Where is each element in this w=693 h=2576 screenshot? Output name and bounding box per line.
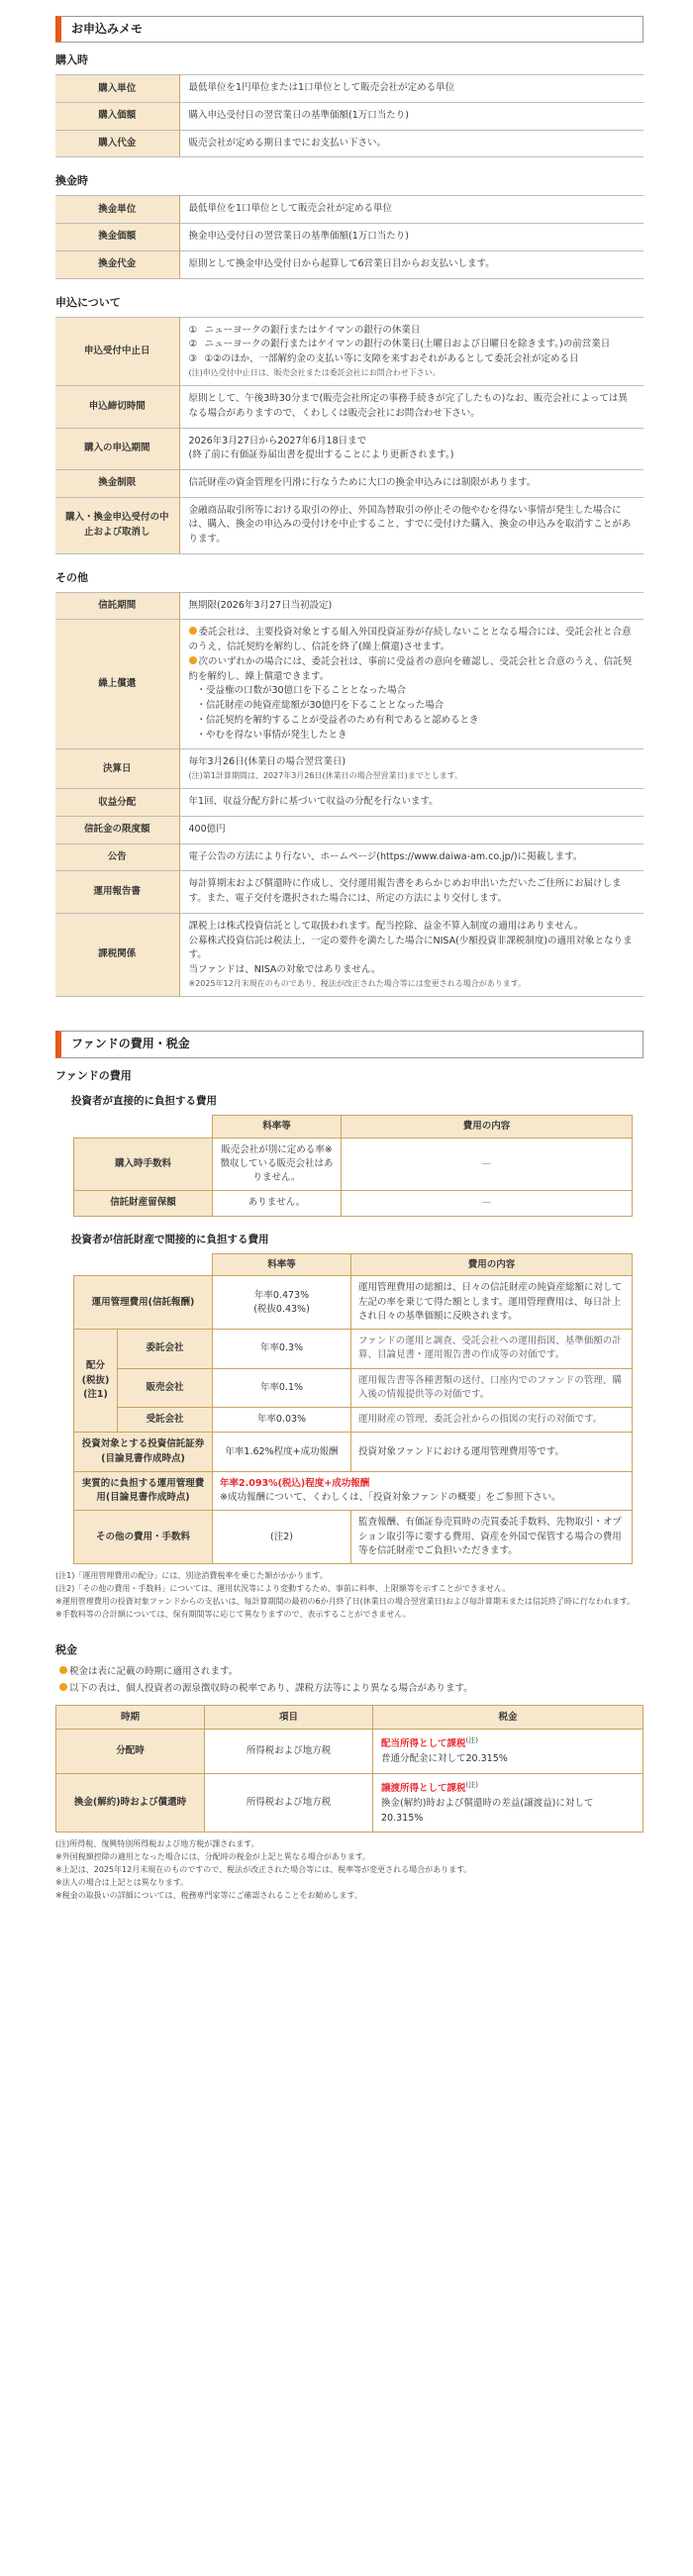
redemption-table	[55, 195, 644, 278]
fees-section-title: ファンドの費用・税金	[55, 1031, 644, 1057]
row-value: 毎年3月26日(休業日の場合翌営業日) (注)第1計算期間は、2027年3月26日(休業日の場合翌営業日)までとします。	[179, 749, 644, 789]
row-label: 購入価額	[55, 103, 179, 131]
table-row	[74, 1433, 633, 1472]
rate-cell: 年率1.62%程度+成功報酬	[213, 1433, 351, 1472]
row-label: 運用管理費用(信託報酬)	[74, 1276, 213, 1330]
row-value: 電子公告の方法により行ない、ホームページ(https://www.daiwa-am.co.jp/)に掲載します。	[179, 843, 644, 871]
table-row	[74, 1471, 633, 1511]
content-cell: 運用報告書等各種書類の送付、口座内でのファンドの管理、購入後の情報提供等の対価です。	[351, 1368, 633, 1408]
row-value: 金融商品取引所等における取引の停止、外国為替取引の停止その他やむを得ない事情が発生した場合には、購入、換金の申込みの受付けを中止すること、すでに受付けた購入、換金の申込みを取消すことがあります。	[179, 497, 644, 553]
content-cell: 投資対象ファンドにおける運用管理費用等です。	[351, 1433, 633, 1472]
column-header: 料率等	[213, 1253, 351, 1276]
memo-section-title: お申込みメモ	[55, 16, 644, 43]
row-value: 課税上は株式投資信託として取扱われます。配当控除、益金不算入制度の適用はありません。 公募株式投資信託は税法上、一定の要件を満たした場合にNISA(少額投資非課税制度)の適用対象となります。 当ファンドは、NISAの対象ではありません。 ※2025年12月末現在のものであり、税法が改正された場合等には変更される場合があります。	[179, 913, 644, 996]
table-row	[55, 386, 644, 428]
column-header: 費用の内容	[351, 1253, 633, 1276]
row-label: 配分(税抜)(注1)	[74, 1330, 118, 1433]
list-item: ③ ①②のほか、一部解約金の支払い等に支障を来すおそれがあるとして委託会社が定める日	[188, 352, 579, 364]
row-label: 購入・換金申込受付の中止および取消し	[55, 497, 179, 553]
tax-footnotes: (注)所得税、復興特別所得税および地方税が課されます。 ※外国税額控除の適用となった場合には、分配時の税金が上記と異なる場合があります。 ※上記は、2025年12月末現在のものですので、税法が改正された場合等には、税率等が変更される場合があります。 ※法人の場合は上記とは異なります。 ※税金の取扱いの詳細については、税務専門家等にご確認されることをお勧めします。	[55, 1839, 472, 1900]
row-note: (注)申込受付中止日は、販売会社または委託会社にお問合わせ下さい。	[188, 367, 441, 377]
list-item: 以下の表は、個人投資者の源泉徴収時の税率であり、課税方法等により異なる場合があります。	[59, 1681, 644, 1697]
table-row	[55, 250, 644, 278]
rate-cell: 年率0.473% (税抜0.43%)	[213, 1276, 351, 1330]
table-row	[55, 843, 644, 871]
table-row	[55, 497, 644, 553]
row-label: 換金制限	[55, 469, 179, 497]
list-item: ① ニューヨークの銀行またはケイマンの銀行の休業日	[188, 324, 421, 336]
rate-cell: 年率0.1%	[213, 1368, 351, 1408]
table-row	[55, 196, 644, 224]
row-value	[179, 317, 644, 386]
indirect-costs-table	[73, 1253, 633, 1565]
table-header-row	[74, 1253, 633, 1276]
list-item: ・受益権の口数が30億口を下ることとなった場合	[196, 685, 407, 697]
row-value: 最低単位を1円単位または1口単位として販売会社が定める単位	[179, 75, 644, 103]
indirect-costs-title: 投資者が信託財産で間接的に負担する費用	[71, 1233, 269, 1245]
row-value: 年1回、収益分配方針に基づいて収益の分配を行ないます。	[179, 789, 644, 817]
fee-footnotes: (注1)「運用管理費用の配分」には、別途消費税率を乗じた額がかかります。 (注2)「その他の費用・手数料」については、運用状況等により変動するため、事前に料率、上限額等を示すことができません。 ※運用管理費用の投資対象ファンドからの支払いは、毎計算期間の最初の6か月終了日(休業日の場合翌営業日)および毎計算期末または信託終了時に行なわれます。 ※手数料等の合計額については、保有期間等に応じて異なりますので、表示することができません。	[55, 1571, 636, 1619]
item-cell: 所得税および地方税	[205, 1774, 373, 1833]
redemption-title: 換金時	[55, 174, 88, 188]
rate-cell: (注2)	[213, 1511, 351, 1564]
row-label: 信託期間	[55, 592, 179, 620]
table-row	[55, 428, 644, 469]
list-item: ・やむを得ない事情が発生したとき	[196, 729, 347, 741]
column-header: 項目	[205, 1705, 373, 1730]
table-row	[55, 592, 644, 620]
table-row	[55, 817, 644, 844]
table-row	[55, 224, 644, 251]
row-label: 運用報告書	[55, 871, 179, 913]
row-label: 換金単位	[55, 196, 179, 224]
table-row	[55, 317, 644, 386]
row-label: 購入代金	[55, 130, 179, 157]
row-value: 販売会社が定める期日までにお支払い下さい。	[179, 130, 644, 157]
row-value: 原則として換金申込受付日から起算して6営業日目からお支払いします。	[179, 250, 644, 278]
table-header-row	[56, 1705, 644, 1730]
other-table	[55, 592, 644, 997]
table-header-row	[74, 1115, 633, 1138]
purchase-title: 購入時	[55, 53, 88, 67]
table-row	[74, 1368, 633, 1408]
content-cell: 運用財産の管理、委託会社からの指図の実行の対価です。	[351, 1408, 633, 1433]
table-row	[55, 130, 644, 157]
row-value: 400億円	[179, 817, 644, 844]
column-header: 費用の内容	[342, 1115, 633, 1138]
table-row	[55, 620, 644, 749]
table-row	[74, 1511, 633, 1564]
list-item: ・信託財産の純資産総額が30億円を下ることとなった場合	[196, 700, 445, 712]
row-value: 最低単位を1口単位として販売会社が定める単位	[179, 196, 644, 224]
table-row	[74, 1276, 633, 1330]
row-label: 購入の申込期間	[55, 428, 179, 469]
column-header: 時期	[56, 1705, 205, 1730]
table-row	[55, 75, 644, 103]
table-row	[55, 469, 644, 497]
row-label: 分配時	[56, 1730, 205, 1774]
table-row	[55, 913, 644, 996]
table-row	[74, 1408, 633, 1433]
bullet-dot-icon	[189, 656, 197, 664]
application-table	[55, 317, 644, 554]
row-label: 課税関係	[55, 913, 179, 996]
row-label: 公告	[55, 843, 179, 871]
row-label: 換金価額	[55, 224, 179, 251]
content-cell: —	[342, 1191, 633, 1216]
content-cell: 運用管理費用の総額は、日々の信託財産の純資産総額に対して左記の率を乗じて得た額とします。運用管理費用は、毎日計上され日々の基準価額に反映されます。	[351, 1276, 633, 1330]
other-title: その他	[55, 570, 88, 584]
rate-cell: 年率0.3%	[213, 1330, 351, 1369]
table-row	[55, 871, 644, 913]
row-value: 信託財産の資金管理を円滑に行なうために大口の換金申込みには制限があります。	[179, 469, 644, 497]
row-label: 換金(解約)時および償還時	[56, 1774, 205, 1833]
rate-cell: 年率0.03%	[213, 1408, 351, 1433]
table-row	[55, 103, 644, 131]
tax-table	[55, 1705, 644, 1833]
row-label: 購入単位	[55, 75, 179, 103]
row-label: 繰上償還	[55, 620, 179, 749]
table-row	[74, 1138, 633, 1191]
row-label: 決算日	[55, 749, 179, 789]
row-label: 申込受付中止日	[55, 317, 179, 386]
row-label: 実質的に負担する運用管理費用(目論見書作成時点)	[74, 1471, 213, 1511]
content-cell: 監査報酬、有価証券売買時の売買委託手数料、先物取引・オプション取引等に要する費用、資産を外国で保管する場合の費用等を信託財産でご負担いただきます。	[351, 1511, 633, 1564]
rate-cell: 販売会社が別に定める率※徴収している販売会社はありません。	[213, 1138, 342, 1191]
bullet-dot-icon	[59, 1683, 67, 1691]
application-title: 申込について	[55, 295, 121, 309]
item-cell: 所得税および地方税	[205, 1730, 373, 1774]
list-item: ② ニューヨークの銀行またはケイマンの銀行の休業日(土曜日および日曜日を除きます。)の前営業日	[188, 339, 611, 350]
row-value: 委託会社は、主要投資対象とする組入外国投資証券が存続しないこととなる場合には、受託会社と合意のうえ、信託契約を解約し、信託を終了(繰上償還)させます。 次のいずれかの場合には、委託会社は、事前に受益者の意向を確認し、受託会社と合意のうえ、信託契約を解約し、繰上償還できます。 ・受益権の口数が30億口を下ることとなった場合 ・信託財産の純資産総額が30億円を下ることとなった場合 ・信託契約を解約することが受益者のため有利であると認めるとき ・やむを得ない事情が発生したとき	[179, 620, 644, 749]
tax-cell: 譲渡所得として課税$^{(注)}$ 換金(解約)時および償還時の差益(譲渡益)に対して20.315%	[373, 1774, 644, 1833]
row-sublabel: 販売会社	[118, 1368, 213, 1408]
fund-costs-title: ファンドの費用	[55, 1068, 132, 1082]
table-row	[74, 1330, 633, 1369]
tax-cell: 配当所得として課税$^{(注)}$ 普通分配金に対して20.315%	[373, 1730, 644, 1774]
list-item: ・信託契約を解約することが受益者のため有利であると認めるとき	[196, 714, 479, 726]
row-label: 投資対象とする投資信託証券(目論見書作成時点)	[74, 1433, 213, 1472]
content-cell: —	[342, 1138, 633, 1191]
table-row	[56, 1774, 644, 1833]
table-row	[74, 1191, 633, 1216]
direct-costs-table	[73, 1115, 633, 1217]
row-value: 換金申込受付日の翌営業日の基準価額(1万口当たり)	[179, 224, 644, 251]
row-value: 購入申込受付日の翌営業日の基準価額(1万口当たり)	[179, 103, 644, 131]
row-value: 原則として、午後3時30分まで(販売会社所定の事務手続きが完了したもの)なお、販売会社によっては異なる場合がありますので、くわしくは販売会社にお問合わせ下さい。	[179, 386, 644, 428]
column-header: 税金	[373, 1705, 644, 1730]
row-label: 信託金の限度額	[55, 817, 179, 844]
table-row	[55, 789, 644, 817]
rate-cell: ありません。	[213, 1191, 342, 1216]
bullet-dot-icon	[59, 1666, 67, 1674]
row-label: 申込締切時間	[55, 386, 179, 428]
row-value: 無期限(2026年3月27日当初設定)	[179, 592, 644, 620]
row-sublabel: 委託会社	[118, 1330, 213, 1369]
list-item: 税金は表に記載の時期に適用されます。	[59, 1664, 644, 1680]
row-value: 毎計算期末および償還時に作成し、交付運用報告書をあらかじめお申出いただいたご住所にお届けします。また、電子交付を選択された場合には、所定の方法により交付します。	[179, 871, 644, 913]
effective-rate-cell: 年率2.093%(税込)程度+成功報酬 ※成功報酬について、くわしくは、「投資対象ファンドの概要」をご参照下さい。	[213, 1471, 633, 1511]
row-label: その他の費用・手数料	[74, 1511, 213, 1564]
row-sublabel: 受託会社	[118, 1408, 213, 1433]
row-label: 収益分配	[55, 789, 179, 817]
row-label: 換金代金	[55, 250, 179, 278]
bullet-dot-icon	[189, 627, 197, 635]
column-header: 料率等	[213, 1115, 342, 1138]
row-value: 2026年3月27日から2027年6月18日まで (終了前に有価証券届出書を提出することにより更新されます。)	[179, 428, 644, 469]
table-row	[56, 1730, 644, 1774]
table-row	[55, 749, 644, 789]
row-label: 信託財産留保額	[74, 1191, 213, 1216]
purchase-table	[55, 74, 644, 157]
tax-title: 税金	[55, 1643, 77, 1657]
direct-costs-title: 投資者が直接的に負担する費用	[71, 1094, 217, 1107]
row-label: 購入時手数料	[74, 1138, 213, 1191]
content-cell: ファンドの運用と調査、受託会社への運用指図、基準価額の計算、目論見書・運用報告書の作成等の対価です。	[351, 1330, 633, 1369]
